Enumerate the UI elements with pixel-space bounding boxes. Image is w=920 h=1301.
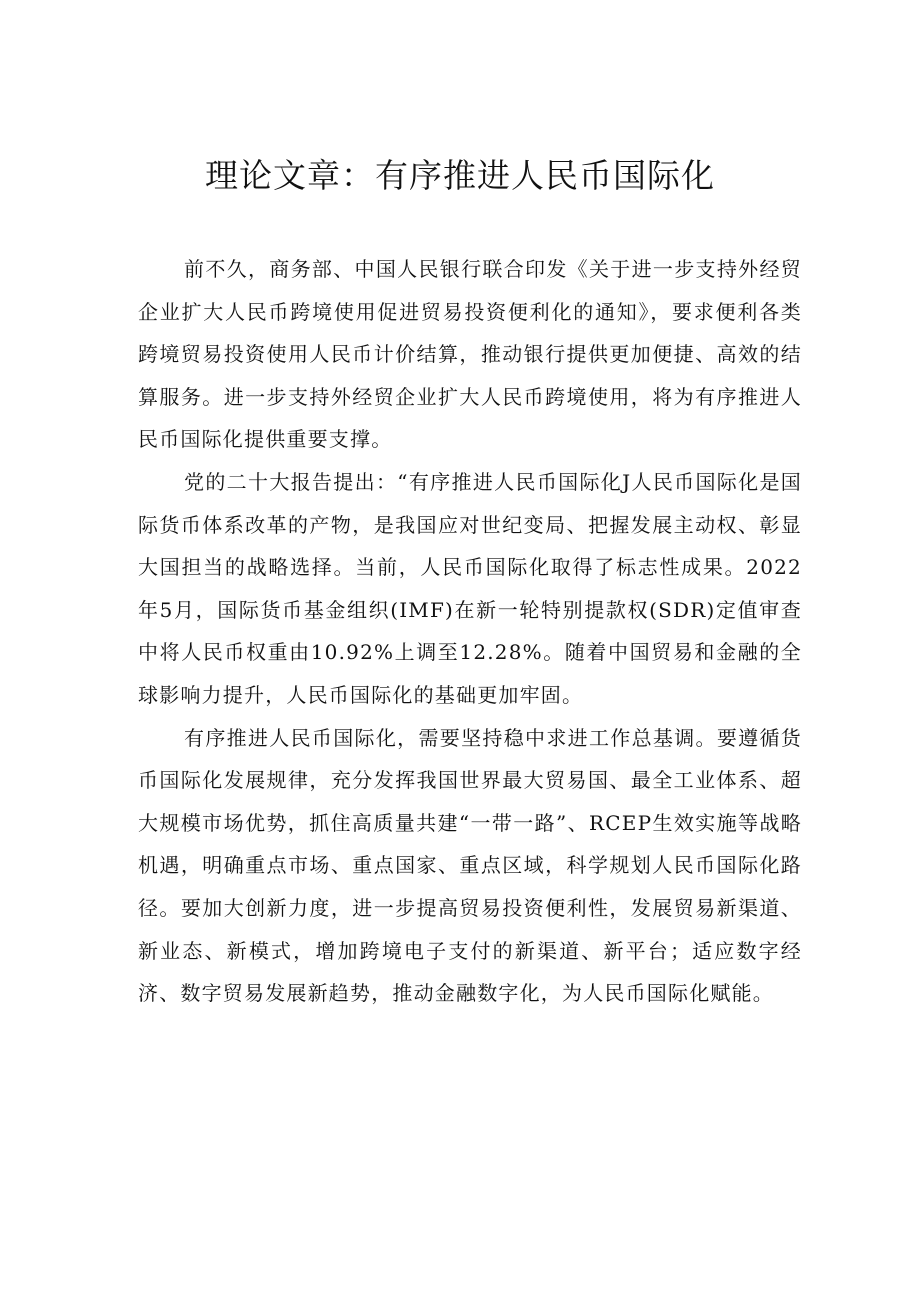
paragraph-3: 有序推进人民币国际化，需要坚持稳中求进工作总基调。要遵循货币国际化发展规律，充分发挥我国世界最大贸易国、最全工业体系、超大规模市场优势，抓住高质量共建“一带一路”、RCEP生效实施等战略机遇，明确重点市场、重点国家、重点区域，科学规划人民币国际化路径。要加大创新力度，进一步提高贸易投资便利性，发展贸易新渠道、新业态、新模式，增加跨境电子支付的新渠道、新平台；适应数字经济、数字贸易发展新趋势，推动金融数字化，为人民币国际化赋能。	[138, 725, 802, 1006]
paragraph-2: 党的二十大报告提出：“有序推进人民币国际化J人民币国际化是国际货币体系改革的产物，是我国应对世纪变局、把握发展主动权、彰显大国担当的战略选择。当前，人民币国际化取得了标志性成果。2022年5月，国际货币基金组织(IMF)在新一轮特别提款权(SDR)定值审查中将人民币权重由10.92%上调至12.28%。随着中国贸易和金融的全球影响力提升，人民币国际化的基础更加牢固。	[138, 469, 802, 707]
document-title: 理论文章：有序推进人民币国际化	[205, 156, 715, 195]
document-body	[138, 248, 802, 1015]
paragraph-1: 前不久，商务部、中国人民银行联合印发《关于进一步支持外经贸企业扩大人民币跨境使用促进贸易投资便利化的通知》，要求便利各类跨境贸易投资使用人民币计价结算，推动银行提供更加便捷、高效的结算服务。进一步支持外经贸企业扩大人民币跨境使用，将为有序推进人民币国际化提供重要支撑。	[138, 257, 802, 452]
